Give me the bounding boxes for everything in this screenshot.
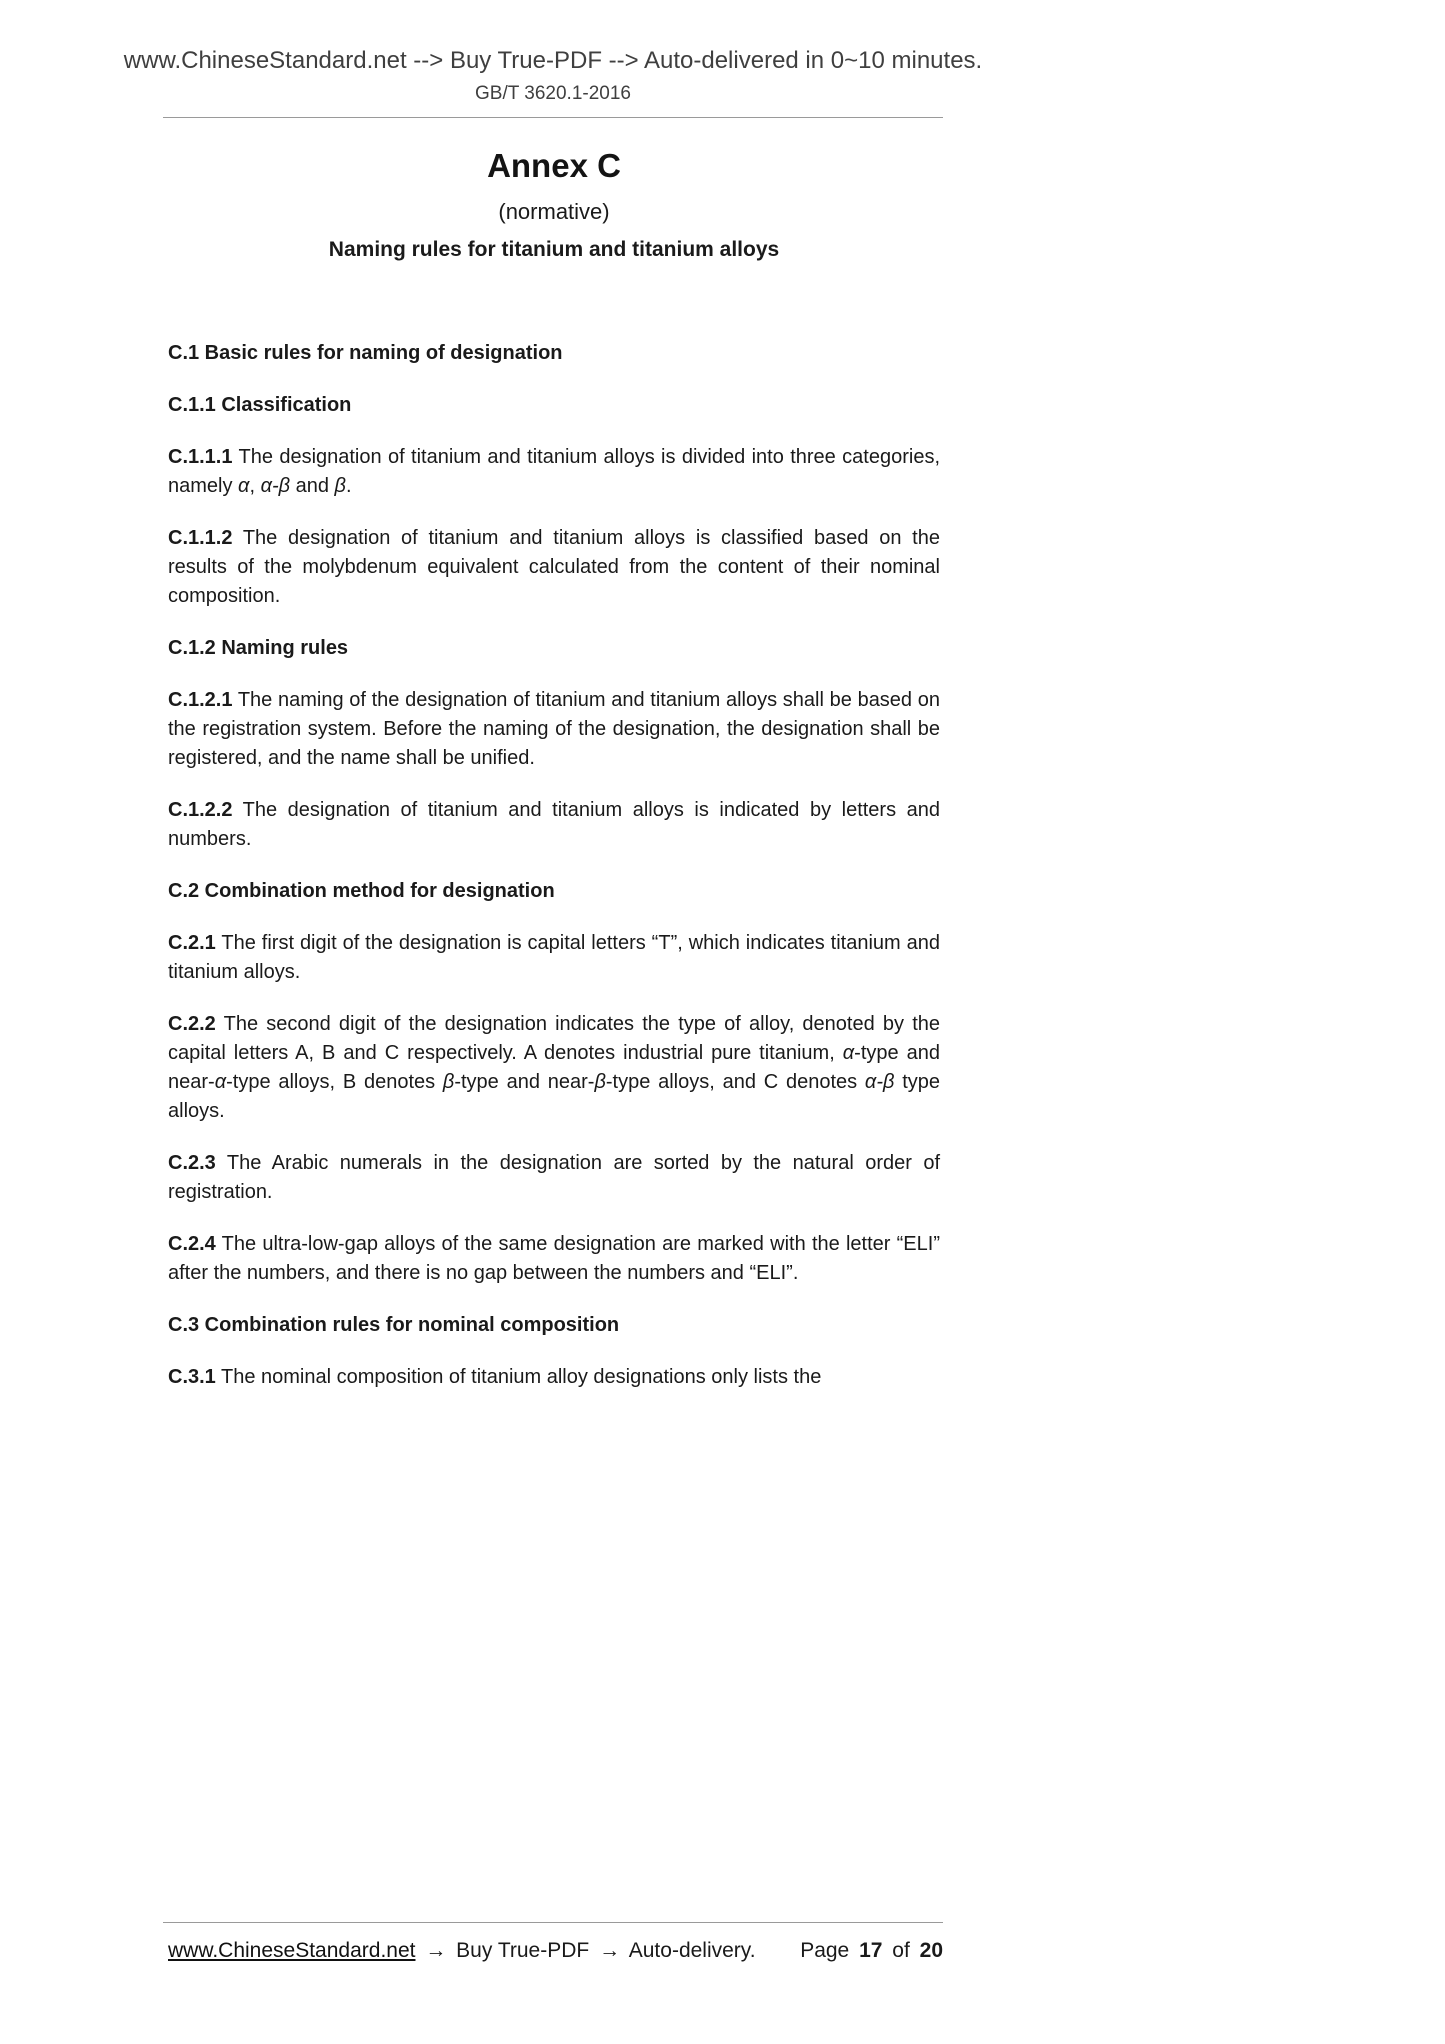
text-run: C.2.3 [168,1152,216,1174]
footer-delivery-label: Auto-delivery. [628,1939,756,1962]
footer-breadcrumb [168,1938,760,1964]
paragraph [168,1230,946,1288]
text-run: C.1.2.2 [168,799,233,821]
text-run: α [214,1071,227,1093]
standard-code: GB/T 3620.1-2016 [475,83,631,104]
text-run: α-β [864,1071,895,1093]
paragraph [168,1363,940,1392]
text-run: -type and near- [168,1042,946,1093]
text-run: C.1.1.1 [168,446,233,468]
text-run: C.3 Combination rules for nominal composition [168,1314,620,1336]
text-run: C.2.1 [168,932,216,954]
text-run: α-β [260,475,291,497]
footer-buy-label: Buy True-PDF [456,1939,590,1962]
site-tagline: www.ChineseStandard.net --> Buy True-PDF --> Auto-delivered in 0~10 minutes. [123,47,983,74]
text-run: β [594,1071,606,1093]
text-run: β [334,475,346,497]
text-run: -type alloys, and C denotes [605,1071,865,1093]
annex-normative-label: (normative) [498,199,610,224]
paragraph [168,929,946,987]
text-run: α [842,1042,855,1064]
section-heading [168,391,940,420]
section-heading [168,634,940,663]
text-run: C.1 Basic rules for naming of designation [168,342,563,364]
text-run: The designation of titanium and titanium alloys is divided into three categories, namely [168,446,946,497]
text-run: The Arabic numerals in the designation are sorted by the natural order of registration. [168,1152,946,1203]
text-run: β [442,1071,455,1093]
text-run: C.1.1 Classification [168,394,352,416]
text-run: The ultra-low-gap alloys of the same designation are marked with the letter “ELI” after the numbers, and there is no gap between the numbers and “ELI”. [168,1233,946,1284]
text-run: C.2.4 [168,1233,216,1255]
page-footer [163,1922,943,1964]
right-arrow-icon: → [425,1939,447,1962]
section-heading [168,339,940,368]
of-word: of [892,1939,910,1962]
text-run: C.1.1.2 [168,527,233,549]
footer-site-link[interactable]: www.ChineseStandard.net [168,1939,416,1962]
annex-title: Annex C [487,147,621,184]
paragraph [168,524,946,611]
footer-divider [163,1922,943,1923]
right-arrow-icon: → [599,1939,621,1962]
text-run: -type and near- [454,1071,595,1093]
text-run: . [345,475,352,497]
text-run: C.3.1 [168,1366,216,1388]
text-run: The first digit of the designation is capital letters “T”, which indicates titanium and titanium alloys. [168,932,946,983]
paragraph [168,1149,946,1207]
text-run: The designation of titanium and titanium alloys is classified based on the results of the molybdenum equivalent calculated from the content of their nominal composition. [168,527,946,607]
text-run: α [238,475,250,497]
text-run: C.1.2.1 [168,689,233,711]
text-run: C.2.2 [168,1013,216,1035]
paragraph [168,443,946,501]
text-run: The naming of the designation of titanium and titanium alloys shall be based on the registration system. Before the naming of the designation, the designation shall be registered, and the name shall be unified. [168,689,946,769]
section-heading [168,1311,940,1340]
text-run: The second digit of the designation indicates the type of alloy, denoted by the capital letters A, B and C respectively. A denotes industrial pure titanium, [168,1013,946,1064]
text-run: and [290,475,335,497]
document-content [168,0,946,1415]
document-body [168,339,946,1392]
footer-row [163,1938,943,1964]
text-run: type alloys. [168,1071,946,1122]
paragraph [168,796,946,854]
page-total: 20 [919,1939,943,1962]
page-indicator [796,1938,943,1964]
page-word: Page [800,1939,850,1962]
paragraph [168,686,946,773]
text-run: C.2 Combination method for designation [168,880,555,902]
annex-subtitle: Naming rules for titanium and titanium alloys [328,238,780,261]
paragraph [168,1010,946,1126]
text-run: The nominal composition of titanium alloy designations only lists the [215,1366,822,1388]
text-run: C.1.2 Naming rules [168,637,349,659]
text-run: , [249,475,261,497]
text-run: -type alloys, B denotes [226,1071,443,1093]
section-heading [168,877,940,906]
text-run: The designation of titanium and titanium alloys is indicated by letters and numbers. [168,799,946,850]
page-number: 17 [859,1939,883,1962]
